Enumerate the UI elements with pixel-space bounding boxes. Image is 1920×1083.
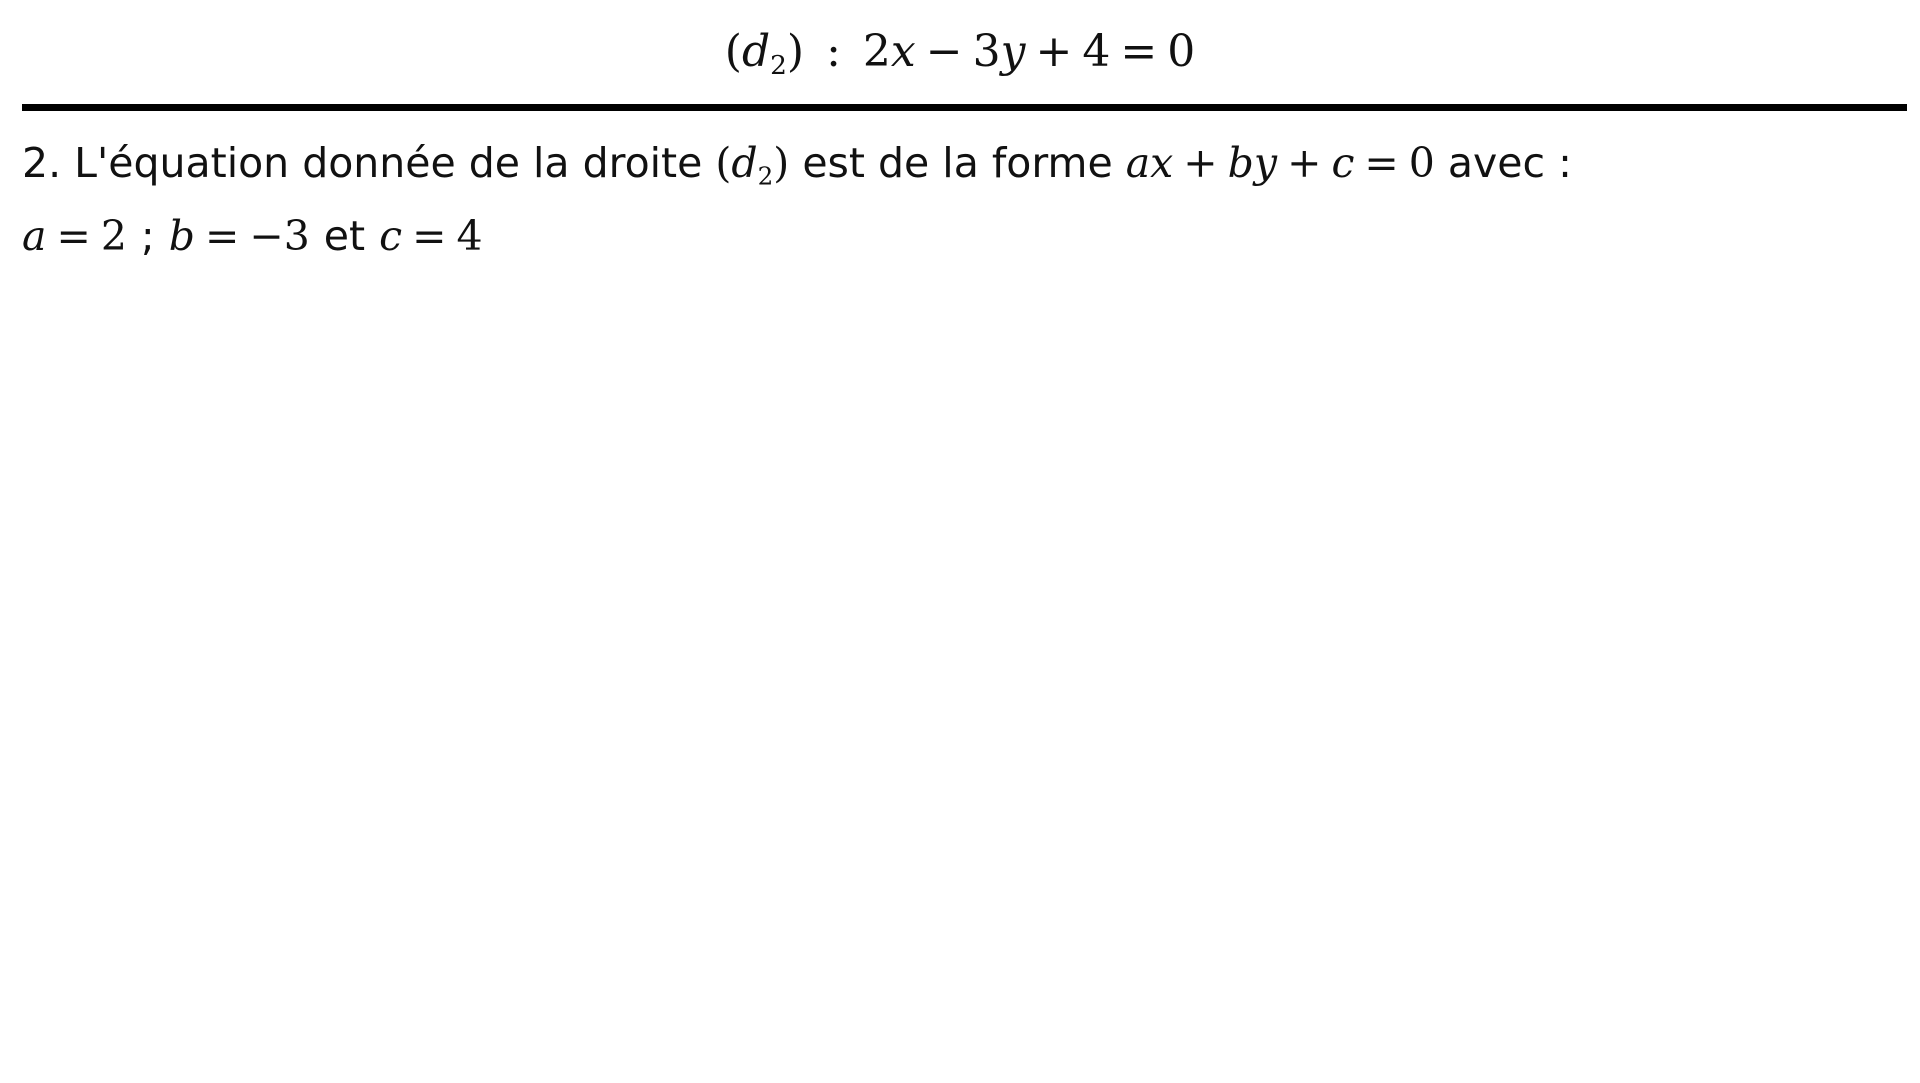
line-name-var: d xyxy=(741,26,771,77)
minus-sign: − xyxy=(925,26,963,77)
colon: : xyxy=(826,26,841,77)
var-y: y xyxy=(1253,139,1278,187)
coef-y: 3 xyxy=(972,26,1001,77)
var-b: b xyxy=(168,212,195,260)
line-name-inline xyxy=(715,139,790,191)
var-x: x xyxy=(890,26,916,77)
var-c: c xyxy=(1331,139,1355,187)
var-a: a xyxy=(22,212,47,260)
equals-sign: = xyxy=(412,212,447,260)
var-c: c xyxy=(379,212,403,260)
var-b: b xyxy=(1227,139,1254,187)
separator: ; xyxy=(140,212,155,260)
var-x: x xyxy=(1150,139,1174,187)
equals-sign: = xyxy=(1120,26,1158,77)
paren-close: ) xyxy=(773,139,790,187)
equals-sign: = xyxy=(1364,139,1399,187)
line-name-subscript: 2 xyxy=(757,161,774,191)
trailing-text: avec : xyxy=(1434,139,1572,187)
rhs-value: 0 xyxy=(1167,26,1196,77)
coef-c-assignment xyxy=(379,212,482,260)
line-name-var: d xyxy=(731,139,758,187)
paren-open: ( xyxy=(715,139,732,187)
zero-value: 0 xyxy=(1408,139,1435,187)
plus-sign: + xyxy=(1035,26,1073,77)
var-y: y xyxy=(1000,26,1026,77)
general-form-equation xyxy=(1126,139,1435,187)
line-equation-header xyxy=(0,22,1920,82)
paren-open: ( xyxy=(724,26,742,77)
coef-a-assignment xyxy=(22,212,127,260)
constant-term: 4 xyxy=(1082,26,1111,77)
var-a: a xyxy=(1125,139,1151,187)
middle-text: est de la forme xyxy=(789,139,1126,187)
paren-close: ) xyxy=(786,26,805,77)
plus-sign: + xyxy=(1183,139,1218,187)
explanation-line-2 xyxy=(22,208,483,264)
line-name-subscript: 2 xyxy=(770,49,787,81)
explanation-line-1 xyxy=(22,135,1572,191)
a-value: 2 xyxy=(100,212,127,260)
equals-sign: = xyxy=(56,212,91,260)
coef-b-assignment xyxy=(169,212,310,260)
and-word: et xyxy=(323,212,366,260)
c-value: 4 xyxy=(456,212,483,260)
intro-text: 2. L'équation donnée de la droite xyxy=(22,139,716,187)
equals-sign: = xyxy=(204,212,240,260)
horizontal-divider xyxy=(22,104,1907,111)
coef-x: 2 xyxy=(862,26,891,77)
plus-sign: + xyxy=(1287,139,1322,187)
b-value: −3 xyxy=(249,212,310,260)
